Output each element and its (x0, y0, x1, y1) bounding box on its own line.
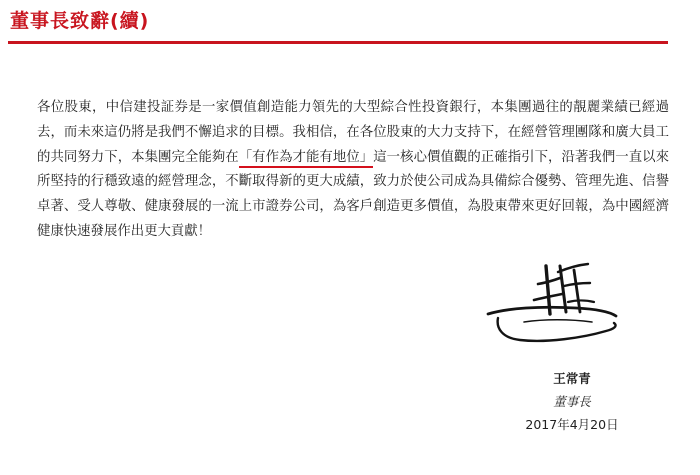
letter-text-before: 各位股東，中信建投証券是一家價值創造能力領先的大型綜合性投資銀行，本集團過往的靚麗業績已經過去，而未來這仍將是我們不懈追求的目標。我相信，在各位股東的大力支持下，在經營管理團隊和廣大員工的共同努力下，本集團完全能夠在 (37, 100, 669, 165)
page-title: 董事長致辭(續) (10, 10, 150, 32)
signer-name: 王常青 (553, 371, 591, 386)
letter-text-after: 這一核心價值觀的正確指引下，沿著我們一直以來所堅持的行穩致遠的經營理念，不斷取得新的更大成績，致力於使公司成為具備綜合優勢、管理先進、信譽卓著、受人尊敬、健康發展的一流上市證券公司，為客戶創造更多價值，為股東帶來更好回報，為中國經濟健康快速發展作出更大貢獻！ (37, 149, 670, 239)
letter-body (37, 96, 669, 245)
sign-date: 2017年4月20日 (525, 417, 619, 432)
handwritten-signature (484, 256, 622, 348)
signer-role: 董事長 (553, 394, 591, 409)
core-value-highlight: 「有作為才能有地位」 (239, 150, 373, 168)
title-divider (8, 41, 668, 44)
